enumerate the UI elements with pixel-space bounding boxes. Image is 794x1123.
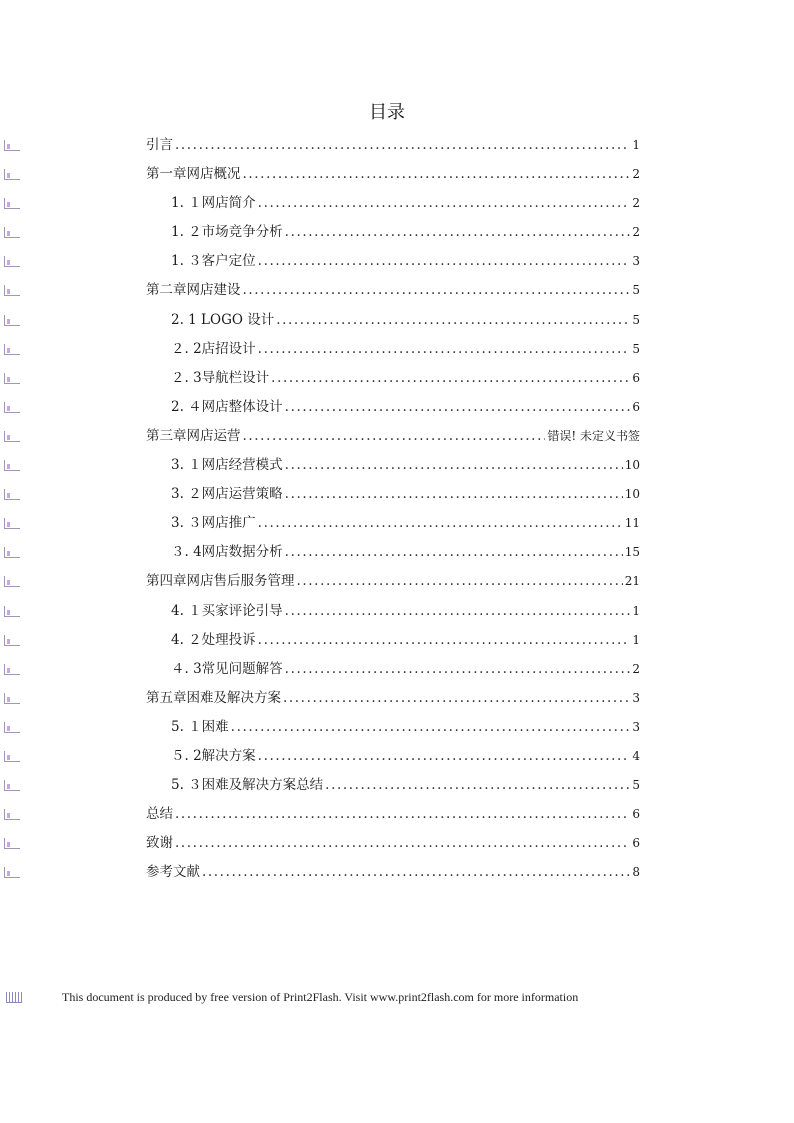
toc-row: [0, 655, 794, 684]
toc-row: [0, 858, 794, 887]
paragraph-marker-icon: [4, 227, 20, 238]
print2flash-icon: [6, 992, 22, 1003]
toc-entry-text: 2. 1 LOGO 设计: [171, 311, 275, 328]
toc-entry-page: 5: [632, 341, 640, 356]
paragraph-marker-icon: [4, 489, 20, 500]
toc-entry-page: 1: [632, 138, 640, 152]
toc-entry[interactable]: [146, 573, 640, 590]
dot-leader: [285, 661, 631, 678]
toc-entry-text: 总结: [146, 806, 173, 823]
toc-entry[interactable]: [171, 457, 640, 474]
toc-entry[interactable]: [146, 806, 640, 823]
dot-leader: [285, 603, 631, 620]
dot-leader: [258, 632, 631, 649]
paragraph-marker-icon: [4, 518, 20, 529]
toc-entry-text: ２. 2店招设计: [171, 340, 256, 357]
dot-leader: [285, 224, 631, 241]
paragraph-marker-icon: [4, 198, 20, 209]
paragraph-marker-icon: [4, 664, 20, 675]
paragraph-marker-icon: [4, 402, 20, 413]
toc-row: [0, 538, 794, 567]
toc-entry[interactable]: [171, 370, 640, 387]
toc-row: [0, 829, 794, 858]
toc-entry-page: 2: [632, 196, 640, 211]
toc-entry[interactable]: [146, 690, 640, 707]
paragraph-marker-icon: [4, 722, 20, 733]
toc-entry-text: 2. ４网店整体设计: [171, 398, 283, 415]
paragraph-marker-icon: [4, 635, 20, 646]
dot-leader: [231, 719, 631, 736]
toc-entry[interactable]: [171, 661, 640, 678]
toc-list: [0, 131, 794, 887]
dot-leader: [285, 399, 631, 416]
dot-leader: [285, 544, 623, 561]
toc-entry[interactable]: [171, 632, 640, 649]
toc-entry-text: 第二章网店建设: [146, 282, 241, 299]
paragraph-marker-icon: [4, 576, 20, 587]
toc-row: [0, 276, 794, 305]
toc-entry-text: 参考文献: [146, 864, 200, 881]
toc-entry[interactable]: [171, 341, 640, 358]
footer-text: This document is produced by free version of Print2Flash. Visit www.print2flash.com for more information: [62, 990, 579, 1004]
dot-leader: [285, 486, 623, 503]
paragraph-marker-icon: [4, 140, 20, 151]
paragraph-marker-icon: [4, 809, 20, 820]
toc-entry-text: 1. ３客户定位: [171, 253, 256, 270]
toc-entry[interactable]: [171, 544, 640, 561]
paragraph-marker-icon: [4, 169, 20, 180]
toc-entry[interactable]: [171, 748, 640, 765]
toc-entry[interactable]: [171, 515, 640, 532]
toc-entry[interactable]: [146, 137, 640, 154]
toc-row: [0, 800, 794, 829]
toc-entry-page: 2: [632, 167, 640, 182]
paragraph-marker-icon: [4, 780, 20, 791]
toc-entry-page: 5: [632, 283, 640, 298]
paragraph-marker-icon: [4, 344, 20, 355]
paragraph-marker-icon: [4, 256, 20, 267]
toc-entry-text: 引言: [146, 137, 173, 153]
dot-leader: [202, 864, 630, 881]
dot-leader: [243, 282, 631, 299]
toc-row: [0, 567, 794, 596]
toc-entry-text: 第三章网店运营: [146, 427, 241, 444]
toc-entry-page: 6: [632, 399, 640, 414]
toc-entry-text: 第四章网店售后服务管理: [146, 573, 295, 590]
toc-entry[interactable]: [146, 282, 640, 299]
toc-entry-text: 4. １买家评论引导: [171, 602, 283, 619]
toc-row: [0, 597, 794, 626]
toc-entry-page: 3: [632, 690, 640, 705]
toc-entry[interactable]: [146, 166, 640, 183]
toc-row: [0, 684, 794, 713]
toc-entry[interactable]: [171, 399, 640, 416]
dot-leader: [258, 515, 623, 532]
toc-entry-text: 1. １网店简介: [171, 195, 256, 212]
toc-entry-page: 21: [624, 574, 640, 589]
toc-entry-page: 15: [624, 545, 640, 560]
toc-entry[interactable]: [171, 312, 640, 329]
toc-row: [0, 451, 794, 480]
toc-entry[interactable]: [171, 253, 640, 270]
paragraph-marker-icon: [4, 460, 20, 471]
paragraph-marker-icon: [4, 547, 20, 558]
toc-entry-page: 1: [632, 603, 640, 618]
paragraph-marker-icon: [4, 285, 20, 296]
toc-row: [0, 160, 794, 189]
dot-leader: [175, 835, 630, 852]
toc-entry-text: ５. 2解决方案: [171, 747, 256, 764]
toc-entry-page: 5: [632, 778, 640, 793]
toc-row: [0, 742, 794, 771]
footer: [6, 990, 766, 1005]
toc-entry-page: 6: [632, 370, 640, 385]
toc-entry-text: 5. ３困难及解决方案总结: [171, 777, 324, 794]
toc-entry-page: 2: [632, 225, 640, 240]
toc-entry-text: ３. 4网店数据分析: [171, 544, 283, 561]
toc-row: [0, 189, 794, 218]
toc-title: 目录: [369, 102, 405, 123]
toc-entry-page: 6: [632, 836, 640, 851]
dot-leader: [283, 690, 630, 707]
toc-entry-page: 11: [624, 516, 640, 531]
dot-leader: [276, 312, 630, 329]
toc-row: [0, 364, 794, 393]
toc-row: [0, 422, 794, 451]
dot-leader: [175, 806, 630, 823]
toc-entry-text: 3. １网店经营模式: [171, 457, 283, 474]
toc-entry-text: 3. ３网店推广: [171, 515, 256, 532]
dot-leader: [258, 341, 631, 358]
toc-row: [0, 713, 794, 742]
toc-entry-page: 错误! 未定义书签: [547, 428, 640, 443]
dot-leader: [258, 195, 631, 212]
paragraph-marker-icon: [4, 867, 20, 878]
dot-leader: [258, 253, 631, 270]
toc-row: [0, 771, 794, 800]
toc-entry-page: 2: [632, 661, 640, 676]
dot-leader: [297, 573, 623, 590]
toc-entry-text: ２. 3导航栏设计: [171, 369, 270, 386]
toc-entry[interactable]: [171, 195, 640, 212]
toc-entry-page: 8: [632, 865, 640, 880]
paragraph-marker-icon: [4, 751, 20, 762]
toc-entry-page: 5: [632, 312, 640, 327]
toc-entry-page: 10: [624, 458, 640, 473]
toc-entry[interactable]: [146, 428, 640, 445]
toc-entry-page: 3: [632, 719, 640, 734]
toc-entry-text: 第五章困难及解决方案: [146, 689, 281, 706]
toc-entry[interactable]: [171, 486, 640, 503]
paragraph-marker-icon: [4, 693, 20, 704]
toc-row: [0, 335, 794, 364]
toc-entry[interactable]: [146, 864, 640, 881]
dot-leader: [258, 748, 631, 765]
toc-entry-page: 6: [632, 807, 640, 822]
toc-row: [0, 480, 794, 509]
toc-entry[interactable]: [171, 224, 640, 241]
toc-entry-text: 3. ２网店运营策略: [171, 486, 283, 503]
toc-row: [0, 218, 794, 247]
paragraph-marker-icon: [4, 373, 20, 384]
toc-entry-text: 第一章网店概况: [146, 166, 241, 183]
toc-entry[interactable]: [171, 719, 640, 736]
toc-entry-text: 1. ２市场竞争分析: [171, 224, 283, 241]
toc-entry-text: ４. 3常见问题解答: [171, 660, 283, 677]
paragraph-marker-icon: [4, 431, 20, 442]
toc-entry-page: 10: [624, 487, 640, 502]
toc-entry-page: 4: [632, 748, 640, 763]
toc-entry-text: 4. ２处理投诉: [171, 631, 256, 648]
toc-row: [0, 306, 794, 335]
paragraph-marker-icon: [4, 315, 20, 326]
toc-row: [0, 247, 794, 276]
toc-entry-text: 致谢: [146, 835, 173, 852]
dot-leader: [243, 428, 546, 445]
dot-leader: [243, 166, 631, 183]
toc-row: [0, 626, 794, 655]
toc-row: [0, 131, 794, 160]
dot-leader: [175, 137, 630, 154]
toc-row: [0, 509, 794, 538]
toc-row: [0, 393, 794, 422]
toc-entry-text: 5. １困难: [171, 718, 229, 735]
toc-entry[interactable]: [171, 777, 640, 794]
paragraph-marker-icon: [4, 606, 20, 617]
toc-entry-page: 1: [632, 632, 640, 647]
dot-leader: [271, 370, 630, 387]
toc-entry[interactable]: [146, 835, 640, 852]
toc-entry-page: 3: [632, 254, 640, 269]
dot-leader: [325, 777, 630, 794]
paragraph-marker-icon: [4, 838, 20, 849]
toc-entry[interactable]: [171, 603, 640, 620]
dot-leader: [285, 457, 623, 474]
